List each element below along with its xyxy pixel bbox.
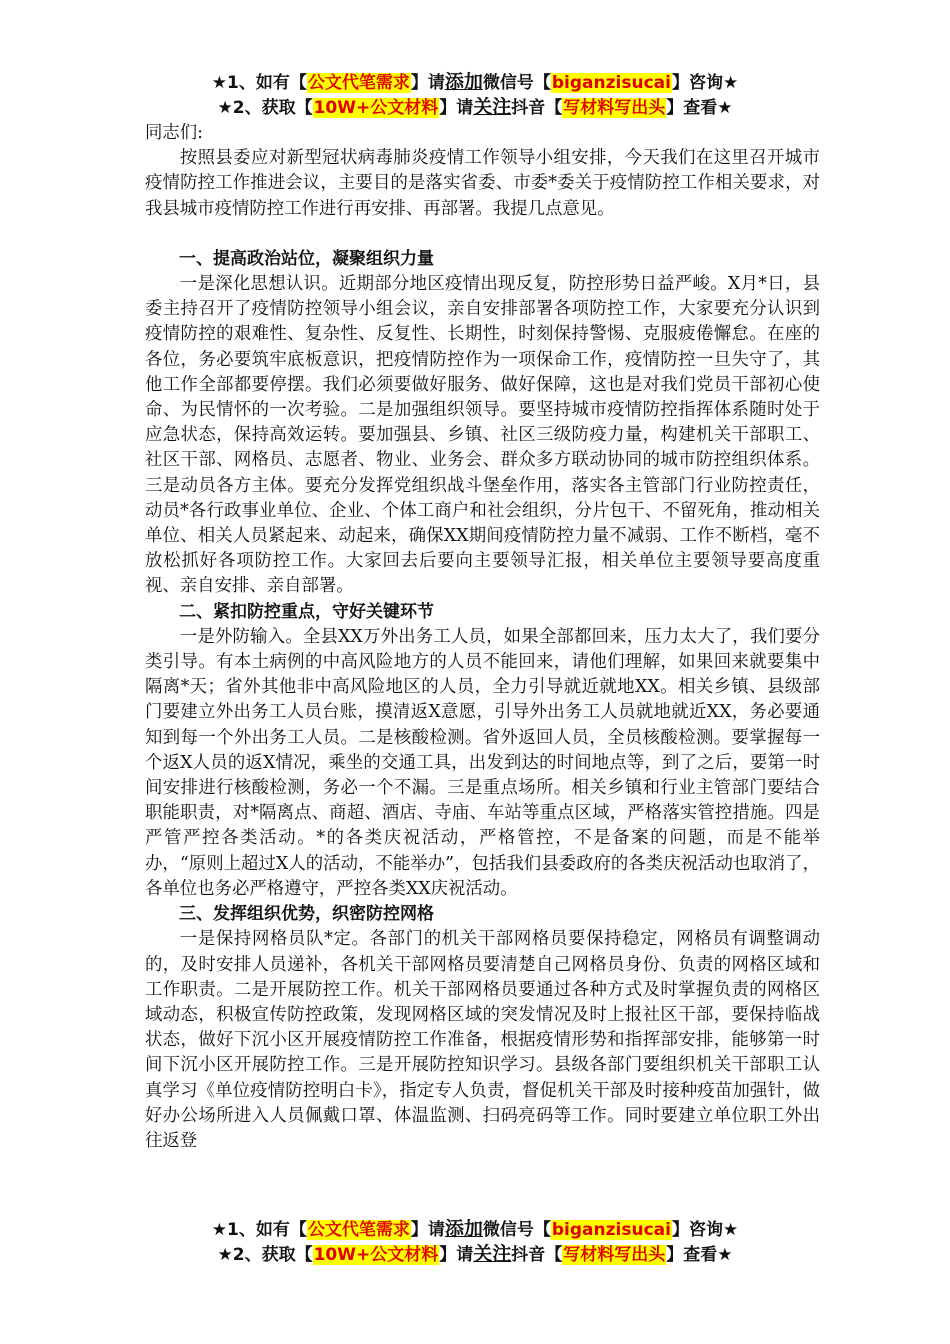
banner-highlight: biganzisucai: [551, 1220, 671, 1240]
banner-text: 】查看★: [666, 98, 733, 118]
paragraph-gap: [145, 222, 820, 247]
banner-line-1: [0, 70, 950, 95]
section-heading-3: 三、发挥组织优势，织密防控网格: [179, 904, 434, 925]
banner-underlined: 关注: [473, 1243, 512, 1265]
banner-line-2: [0, 1242, 950, 1267]
banner-text: 抖音【: [511, 98, 563, 118]
banner-text: 抖音【: [511, 1245, 563, 1265]
banner-text: ★2、获取【: [217, 1245, 313, 1265]
intro-paragraph: 按照县委应对新型冠状病毒肺炎疫情工作领导小组安排，今天我们在这里召开城市疫情防控工作推进会议，主要目的是落实省委、市委*委关于疫情防控工作相关要求，对我县城市疫情防控工作进行再安排、再部署。我提几点意见。: [145, 148, 820, 219]
banner-highlight: biganzisucai: [551, 73, 671, 93]
banner-text: ★1、如有【: [211, 73, 307, 93]
banner-text: 】查看★: [666, 1245, 733, 1265]
banner-text: 】请: [410, 1220, 445, 1240]
banner-underlined: 关注: [473, 96, 512, 118]
section-body-1: 一是深化思想认识。近期部分地区疫情出现反复，防控形势日益严峻。X月*日，县委主持召开了疫情防控领导小组会议，亲自安排部署各项防控工作，大家要充分认识到疫情防控的艰难性、复杂性、反复性、长期性，时刻保持警惕、克服疲倦懈怠。在座的各位，务必要筑牢底板意识，把疫情防控作为一项保命工作，疫情防控一旦失守了，其他工作全部都要停摆。我们必须要做好服务、做好保障，这也是对我们党员干部初心使命、为民情怀的一次考验。二是加强组织领导。要坚持城市疫情防控指挥体系随时处于应急状态，保持高效运转。要加强县、乡镇、社区三级防疫力量，构建机关干部职工、社区干部、网格员、志愿者、物业、业务会、群众多方联动协同的城市防控组织体系。三是动员各方主体。要充分发挥党组织战斗堡垒作用，落实各主管部门行业防控责任，动员*各行政事业单位、企业、个体工商户和社会组织，分片包干、不留死角，推动相关单位、相关人员紧起来、动起来，确保XX期间疫情防控力量不减弱、工作不断档，毫不放松抓好各项防控工作。大家回去后要向主要领导汇报，相关单位主要领导要高度重视、亲自安排、亲自部署。: [145, 274, 820, 597]
banner-text: 】请: [439, 1245, 474, 1265]
document-body: [145, 121, 820, 1154]
banner-text: 】请: [439, 98, 474, 118]
banner-line-1: [0, 1217, 950, 1242]
section-body-3: 一是保持网格员队*定。各部门的机关干部网格员要保持稳定，网格员有调整调动的，及时安排人员递补，各机关干部网格员要清楚自己网格员身份、负责的网格区域和工作职责。二是开展防控工作。机关干部网格员要通过各种方式及时掌握负责的网格区域动态，积极宣传防控政策，发现网格区域的突发情况及时上报社区干部，要保持临战状态，做好下沉小区开展疫情防控工作准备，根据疫情形势和指挥部安排，能够第一时间下沉小区开展防控工作。三是开展防控知识学习。县级各部门要组织机关干部职工认真学习《单位疫情防控明白卡》，指定专人负责，督促机关干部及时接种疫苗加强针，做好办公场所进入人员佩戴口罩、体温监测、扫码亮码等工作。同时要建立单位职工外出往返登: [145, 929, 820, 1151]
banner-text: 微信号【: [482, 73, 551, 93]
section-heading-1: 一、提高政治站位，凝聚组织力量: [179, 248, 434, 269]
section-body-2: 一是外防输入。全县XX万外出务工人员，如果全部都回来，压力太大了，我们要分类引导。有本土病例的中高风险地方的人员不能回来，请他们理解，如果回来就要集中隔离*天；省外其他非中高风险地区的人员，全力引导就近就地XX。相关乡镇、县级部门要建立外出务工人员台账，摸清返X意愿，引导外出务工人员就地就近XX，务必要通知到每一个外出务工人员。二是核酸检测。省外返回人员，全员核酸检测。要掌握每一个返X人员的返X情况，乘坐的交通工具，出发到达的时间地点等，到了之后，要第一时间安排进行核酸检测，务必一个不漏。三是重点场所。相关乡镇和行业主管部门要结合职能职责，对*隔离点、商超、酒店、寺庙、车站等重点区域，严格落实管控措施。四是严管严控各类活动。*的各类庆祝活动，严格管控，不是备案的问题，而是不能举办，“原则上超过X人的活动，不能举办”，包括我们县委政府的各类庆祝活动也取消了，各单位也务必严格遵守，严控各类XX庆祝活动。: [145, 626, 820, 899]
banner-text: 】咨询★: [671, 73, 739, 93]
banner-highlight: 写材料写出头: [563, 1245, 666, 1265]
banner-highlight: 公文代笔需求: [307, 1220, 410, 1240]
banner-highlight: 写材料写出头: [563, 98, 666, 118]
banner-line-2: [0, 95, 950, 120]
salutation: 同志们:: [145, 123, 204, 143]
section-heading-2: 二、紧扣防控重点，守好关键环节: [179, 601, 434, 622]
banner-text: ★1、如有【: [211, 1220, 307, 1240]
banner-highlight: 10W+公文材料: [313, 1245, 439, 1265]
banner-text: 微信号【: [482, 1220, 551, 1240]
banner-text: ★2、获取【: [217, 98, 313, 118]
banner-text: 】咨询★: [671, 1220, 739, 1240]
top-banner: [0, 70, 950, 120]
banner-highlight: 10W+公文材料: [313, 98, 439, 118]
bottom-banner: [0, 1217, 950, 1267]
banner-underlined: 添加: [444, 71, 483, 93]
banner-underlined: 添加: [444, 1218, 483, 1240]
banner-highlight: 公文代笔需求: [307, 73, 410, 93]
banner-text: 】请: [410, 73, 445, 93]
